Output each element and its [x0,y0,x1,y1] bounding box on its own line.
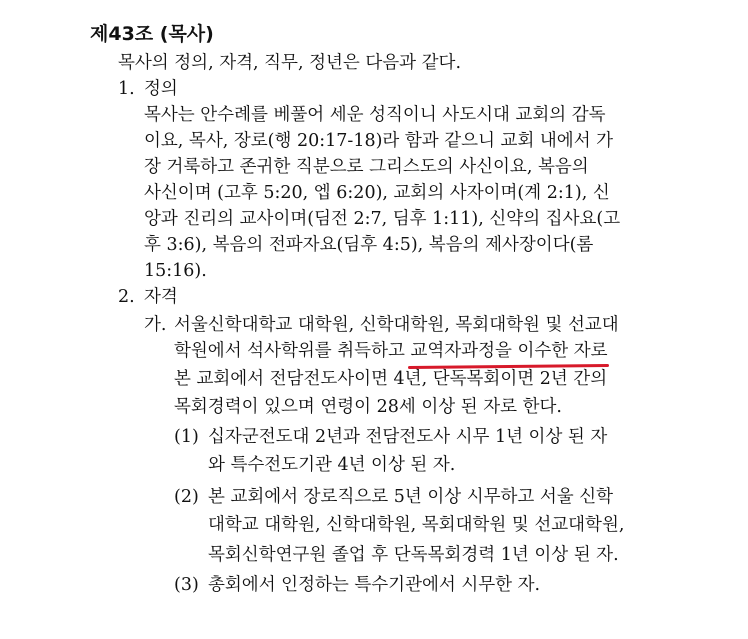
item-ga-line: 서울신학대학교 대학원, 신학대학원, 목회대학원 및 선교대 [174,315,619,335]
subitem-1-marker: (1) [174,427,199,447]
subitem-2-line: 본 교회에서 장로직으로 5년 이상 시무하고 서울 신학 [208,487,614,507]
subitem-2-line: 대학교 대학원, 신학대학원, 목회대학원 및 선교대학원, [208,515,625,535]
section-2-heading: 자격 [144,287,178,307]
section-1-marker: 1. [118,79,135,99]
subitem-3-marker: (3) [174,575,199,595]
subitem-2-marker: (2) [174,487,199,507]
section-1-line: 앙과 진리의 교사이며(딤전 2:7, 딤후 1:11), 신약의 집사요(고 [144,209,621,229]
item-ga-line [174,338,608,364]
section-1-heading: 정의 [144,79,178,99]
item-ga-marker: 가. [144,315,167,335]
subitem-3-line: 총회에서 인정하는 특수기관에서 시무한 자. [208,575,541,595]
item-ga-line: 본 교회에서 전담전도사이면 4년, 단독목회이면 2년 간의 [174,369,608,389]
item-ga-text: 학원에서 석사학위를 취득하고 [174,341,411,361]
article-title: 제43조 (목사) [90,23,214,45]
item-ga-line: 목회경력이 있으며 연령이 28세 이상 된 자로 한다. [174,397,562,417]
section-1-line: 후 3:6), 복음의 전파자요(딤후 4:5), 복음의 제사장이다(롬 [144,235,594,255]
highlighted-text: 교역자과정을 이수한 자로 [410,341,608,361]
section-1-line: 목사는 안수례를 베풀어 세운 성직이니 사도시대 교회의 감독 [144,105,606,125]
section-1-line: 15:16). [144,261,207,281]
subitem-2-line: 목회신학연구원 졸업 후 단독목회경력 1년 이상 된 자. [208,545,619,565]
section-1-line: 사신이며 (고후 5:20, 엡 6:20), 교회의 사자이며(계 2:1), 신 [144,183,610,203]
highlighted-phrase [410,338,607,364]
section-1-line: 장 거룩하고 존귀한 직분으로 그리스도의 사신이요, 복음의 [144,157,589,177]
section-1-line: 이요, 목사, 장로(행 20:17-18)라 함과 같으니 교회 내에서 가 [144,131,614,151]
subitem-1-line: 와 특수전도기관 4년 이상 된 자. [208,455,456,475]
subitem-1-line: 십자군전도대 2년과 전담전도사 시무 1년 이상 된 자 [208,427,608,447]
section-2-marker: 2. [118,287,135,307]
article-intro: 목사의 정의, 자격, 직무, 정년은 다음과 같다. [118,53,462,73]
